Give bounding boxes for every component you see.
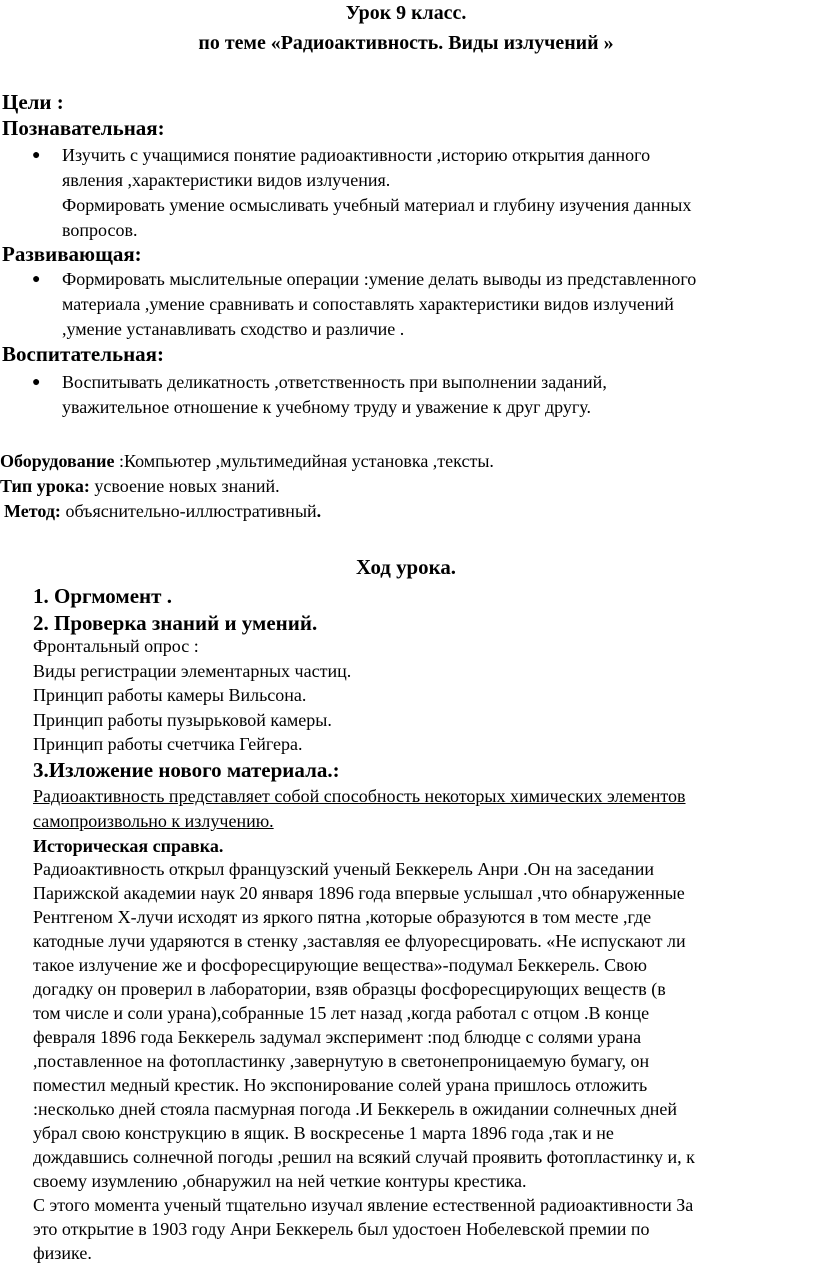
history-line: Парижской академии наук 20 января 1896 года впервые услышал ,что обнаруженные	[33, 883, 685, 903]
cognitive-line: Формировать умение осмысливать учебный материал и глубину изучения данных	[62, 195, 692, 215]
cognitive-line: явления ,характеристики видов излучения.	[62, 170, 391, 190]
history-line: дождавшись солнечной погоды ,решил на всякий случай проявить фотопластинку и, к	[33, 1147, 695, 1167]
equipment-value: :Компьютер ,мультимедийная установка ,тексты.	[114, 451, 494, 471]
survey-line: Принцип работы камеры Вильсона.	[33, 685, 307, 705]
history-line: ,поставленное на фотопластинку ,завернутую в светонепроницаемую бумагу, он	[33, 1051, 650, 1071]
cognitive-line: вопросов.	[62, 220, 138, 240]
goals-heading: Цели :	[2, 90, 64, 114]
history-heading: Историческая справка.	[33, 836, 224, 856]
method-line	[4, 501, 321, 522]
cognitive-heading: Познавательная:	[2, 116, 165, 140]
history-line: такое излучение же и фосфоресцирующие вещества»-подумал Беккерель. Свою	[33, 955, 647, 975]
educational-line: Воспитывать деликатность ,ответственность при выполнении заданий,	[62, 372, 607, 392]
method-end: .	[316, 501, 322, 521]
history-line: поместил медный крестик. Но экспонирование солей урана пришлось отложить	[33, 1075, 648, 1095]
history-line: С этого момента ученый тщательно изучал явление естественной радиоактивности За	[33, 1195, 694, 1215]
lesson-type-label: Тип урока:	[0, 476, 90, 496]
developing-line: материала ,умение сравнивать и сопоставлять характеристики видов излучений	[62, 294, 674, 314]
equipment-line	[0, 451, 494, 472]
bullet-icon: ●	[32, 272, 41, 287]
equipment-label: Оборудование	[0, 451, 115, 471]
history-line: это открытие в 1903 году Анри Беккерель был удостоен Нобелевской премии по	[33, 1219, 650, 1239]
document-subtitle: по теме «Радиоактивность. Виды излучений »	[198, 32, 614, 54]
survey-line: Принцип работы счетчика Гейгера.	[33, 734, 303, 754]
history-line: Радиоактивность открыл французский ученый Беккерель Анри .Он на заседании	[33, 859, 654, 879]
developing-line: ,умение устанавливать сходство и различие .	[62, 319, 405, 339]
history-line: катодные лучи ударяются в стенку ,заставляя ее флуоресцировать. «Не испускают ли	[33, 931, 686, 951]
educational-line: уважительное отношение к учебному труду и уважение к друг другу.	[62, 397, 591, 417]
survey-line: Виды регистрации элементарных частиц.	[33, 661, 352, 681]
lesson-type-line	[0, 476, 280, 497]
survey-line: Принцип работы пузырьковой камеры.	[33, 710, 332, 730]
cognitive-line: Изучить с учащимися понятие радиоактивности ,историю открытия данного	[62, 145, 651, 165]
developing-line: Формировать мыслительные операции :умение делать выводы из представленного	[62, 269, 697, 289]
history-line: своему изумлению ,обнаружил на ней четкие контуры крестика.	[33, 1171, 527, 1191]
developing-heading: Развивающая:	[2, 242, 142, 266]
step-1: 1. Оргмомент .	[33, 584, 172, 608]
bullet-icon: ●	[32, 148, 41, 163]
history-line: Рентгеном Х-лучи исходят из яркого пятна ,которые образуются в том месте ,где	[33, 907, 652, 927]
history-line: том числе и соли урана),собранные 15 лет назад ,когда работал с отцом .В конце	[33, 1003, 650, 1023]
history-line: физике.	[33, 1243, 92, 1263]
lesson-heading: Ход урока.	[355, 555, 457, 579]
history-line: убрал свою конструкцию в ящик. В воскресенье 1 марта 1896 года ,так и не	[33, 1123, 614, 1143]
history-line: февраля 1896 года Беккерель задумал эксперимент :под блюдце с солями урана	[33, 1027, 642, 1047]
history-line: догадку он проверил в лаборатории, взяв образцы фосфоресцирующих веществ (в	[33, 979, 666, 999]
lesson-type-value: усвоение новых знаний.	[89, 476, 280, 496]
bullet-icon: ●	[32, 375, 41, 390]
definition-line: Радиоактивность представляет собой способность некоторых химических элементов	[33, 786, 686, 806]
method-value: объяснительно-иллюстративный	[60, 501, 317, 521]
step-3: 3.Изложение нового материала.:	[33, 758, 340, 782]
definition-line: самопроизвольно к излучению.	[33, 811, 274, 831]
survey-line: Фронтальный опрос :	[33, 636, 199, 656]
educational-heading: Воспитательная:	[2, 342, 165, 366]
step-2: 2. Проверка знаний и умений.	[33, 611, 318, 635]
document-title: Урок 9 класс.	[345, 2, 467, 24]
history-line: :несколько дней стояла пасмурная погода .И Беккерель в ожидании солнечных дней	[33, 1099, 678, 1119]
method-label: Метод:	[4, 501, 61, 521]
